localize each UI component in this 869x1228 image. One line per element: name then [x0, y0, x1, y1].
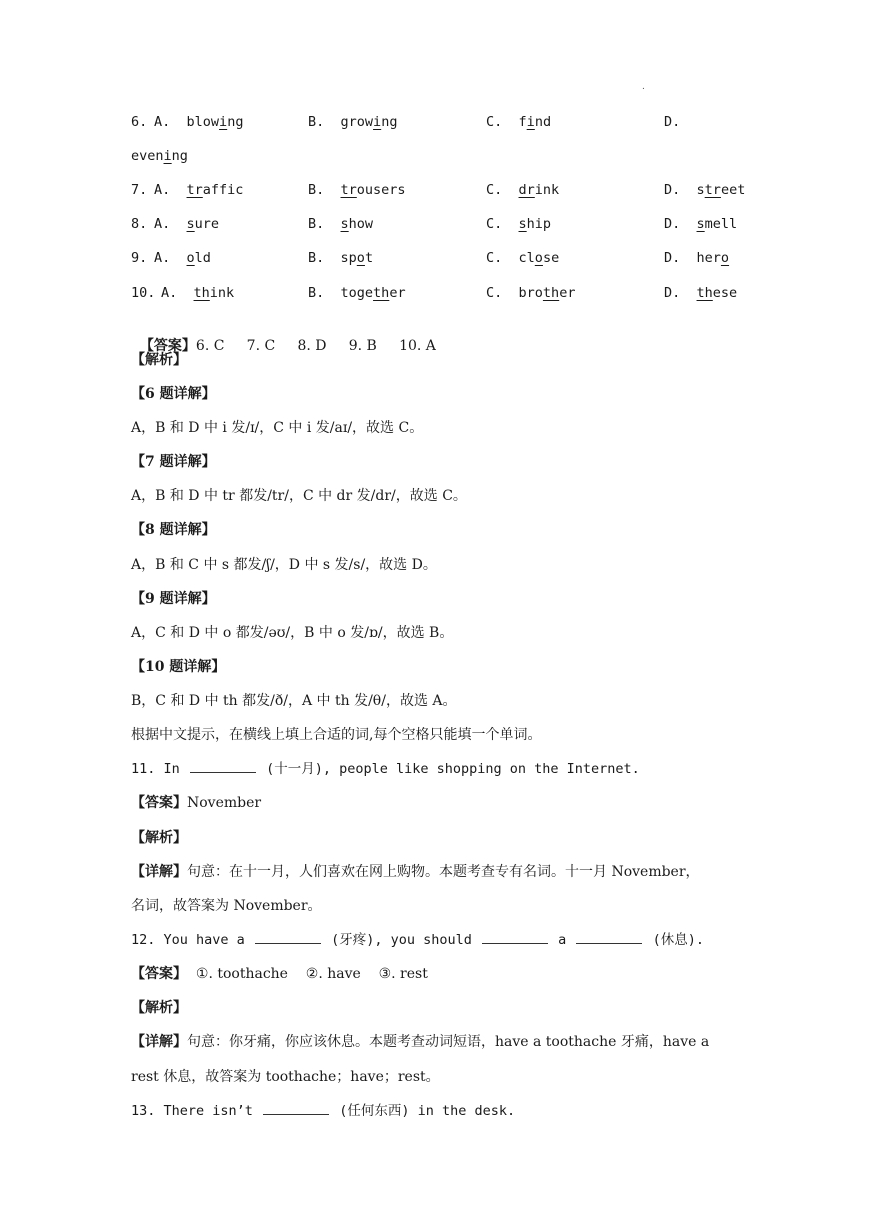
option-letter: C. — [486, 182, 503, 198]
underlined-letters: tr — [704, 182, 721, 198]
underlined-letters: i — [526, 114, 535, 130]
question-12 — [131, 930, 704, 950]
option-letter: D. — [664, 285, 681, 301]
word-part: f — [518, 114, 527, 130]
option-a — [154, 248, 211, 268]
option-letter: C. — [486, 114, 503, 130]
option-letter: C. — [486, 250, 503, 266]
detail-7-title: 【7 题详解】 — [131, 454, 216, 470]
q12-analysis: 【解析】 — [131, 1000, 187, 1016]
option-a — [154, 180, 243, 200]
q11-detail-label: 【详解】 — [131, 864, 187, 880]
option-letter: B. — [308, 250, 325, 266]
word-part: er — [389, 285, 406, 301]
underlined-letters: th — [696, 285, 713, 301]
q12-text-a: 12. You have a — [131, 932, 245, 948]
option-d — [664, 214, 737, 234]
q12-blank-1 — [255, 931, 321, 944]
underlined-letters: th — [193, 285, 210, 301]
q12-answer-label: 【答案】 — [131, 966, 187, 982]
option-letter: D. — [664, 216, 681, 232]
word-part: sp — [340, 250, 357, 266]
underlined-letters: dr — [518, 182, 535, 198]
word-part: er — [559, 285, 576, 301]
option-c — [486, 248, 559, 268]
word-part: ng — [227, 114, 244, 130]
option-letter: B. — [308, 285, 325, 301]
option-d — [664, 248, 729, 268]
detail-10-body: B，C 和 D 中 th 都发/ð/，A 中 th 发/θ/，故选 A。 — [131, 693, 457, 709]
word-part: ink — [209, 285, 235, 301]
underlined-letters: i — [373, 114, 382, 130]
q11-analysis: 【解析】 — [131, 830, 187, 846]
option-b — [308, 112, 397, 132]
question-number: 6. — [131, 114, 148, 130]
instruction-text: 根据中文提示，在横线上填上合适的词,每个空格只能填一个单词。 — [131, 727, 542, 743]
word-part: how — [348, 216, 374, 232]
word-part: ousers — [356, 182, 406, 198]
option-b — [308, 283, 406, 303]
question-number: 8. — [131, 216, 148, 232]
underlined-letters: s — [340, 216, 349, 232]
word-part: nd — [534, 114, 552, 130]
option-a — [154, 112, 243, 132]
option-c — [486, 283, 575, 303]
q12-text-c: a — [558, 932, 567, 948]
word-part: t — [364, 250, 374, 266]
question-13 — [131, 1101, 515, 1121]
detail-6-body: A，B 和 D 中 i 发/ɪ/，C 中 i 发/aɪ/，故选 C。 — [131, 420, 424, 436]
word-part: grow — [340, 114, 374, 130]
q12-detail-label: 【详解】 — [131, 1034, 187, 1050]
q12-detail-line2: rest 休息，故答案为 toothache；have；rest。 — [131, 1069, 440, 1085]
detail-8-body: A，B 和 C 中 s 都发/ʃ/，D 中 s 发/s/，故选 D。 — [131, 557, 437, 573]
word-part: ld — [194, 250, 211, 266]
option-b — [308, 214, 373, 234]
underlined-letters: o — [534, 250, 543, 266]
option-letter: C. — [486, 216, 503, 232]
q11-detail-line2: 名词，故答案为 November。 — [131, 898, 322, 914]
word-part: blow — [186, 114, 220, 130]
underlined-letters: i — [163, 148, 172, 164]
detail-9-body: A，C 和 D 中 o 都发/əʊ/，B 中 o 发/ɒ/，故选 B。 — [131, 625, 454, 641]
underlined-letters: o — [186, 250, 195, 266]
option-letter: B. — [308, 182, 325, 198]
question-number: 9. — [131, 250, 148, 266]
word-part: ink — [534, 182, 560, 198]
option-letter: A. — [154, 114, 171, 130]
q12-answer — [131, 964, 428, 984]
wrapped-word — [131, 146, 188, 166]
word-part: ese — [712, 285, 738, 301]
detail-9-title: 【9 题详解】 — [131, 591, 216, 607]
q12-answer-text: ①. toothache ②. have ③. rest — [187, 966, 428, 982]
option-c — [486, 112, 551, 132]
q13-blank — [263, 1102, 329, 1115]
word-part: even — [131, 148, 164, 164]
word-part: bro — [518, 285, 543, 301]
page-dot: . — [642, 82, 645, 92]
option-c — [486, 180, 559, 200]
q12-detail-text: 句意：你牙痛，你应该休息。本题考查动词短语，have a toothache 牙痛，have a — [187, 1034, 710, 1050]
option-letter: B. — [308, 114, 325, 130]
word-part: toge — [340, 285, 374, 301]
question-number: 10. — [131, 285, 156, 301]
underlined-letters: i — [219, 114, 228, 130]
detail-10-title: 【10 题详解】 — [131, 659, 226, 675]
word-part: ure — [194, 216, 220, 232]
q11-answer-label: 【答案】 — [131, 795, 187, 811]
detail-6-title: 【6 题详解】 — [131, 386, 216, 402]
option-letter: B. — [308, 216, 325, 232]
q13-text-a: 13. There isn’t — [131, 1103, 253, 1119]
q11-detail-text: 句意：在十一月，人们喜欢在网上购物。本题考查专有名词。十一月 November， — [187, 864, 700, 880]
q11-text-a: 11. In — [131, 761, 180, 777]
detail-7-body: A，B 和 D 中 tr 都发/tr/，C 中 dr 发/dr/，故选 C。 — [131, 488, 467, 504]
option-letter: A. — [154, 182, 171, 198]
option-letter: C. — [486, 285, 503, 301]
word-part: cl — [518, 250, 535, 266]
option-c — [486, 214, 551, 234]
q11-text-b: (十一月), people like shopping on the Internet. — [266, 761, 640, 777]
q11-detail-line1 — [131, 862, 700, 882]
underlined-letters: s — [518, 216, 527, 232]
option-letter: D. — [664, 250, 681, 266]
underlined-letters: o — [356, 250, 365, 266]
question-11 — [131, 759, 640, 779]
underlined-letters: th — [542, 285, 560, 301]
option-letter: D. — [664, 182, 681, 198]
q12-detail-line1 — [131, 1032, 709, 1052]
option-d — [664, 180, 745, 200]
q12-text-d: (休息). — [652, 932, 704, 948]
option-letter: A. — [154, 250, 171, 266]
q12-blank-3 — [576, 931, 642, 944]
detail-8-title: 【8 题详解】 — [131, 522, 216, 538]
underlined-letters: s — [186, 216, 195, 232]
answer-text: 6. C 7. C 8. D 9. B 10. A — [195, 338, 436, 354]
option-letter: D. — [664, 114, 681, 130]
word-part: ng — [171, 148, 188, 164]
word-part: affic — [202, 182, 244, 198]
word-part: s — [696, 182, 705, 198]
option-b — [308, 180, 406, 200]
word-part: se — [542, 250, 560, 266]
word-part: her — [696, 250, 721, 266]
underlined-letters: s — [696, 216, 705, 232]
q13-text-b: (任何东西) in the desk. — [339, 1103, 516, 1119]
analysis-heading: 【解析】 — [131, 352, 187, 368]
q12-blank-2 — [482, 931, 548, 944]
option-d — [664, 283, 737, 303]
answer-label: 【答案】 — [139, 338, 196, 354]
underlined-letters: th — [373, 285, 390, 301]
question-number: 7. — [131, 182, 148, 198]
word-part: ng — [381, 114, 398, 130]
word-part: hip — [526, 216, 552, 232]
word-part: mell — [704, 216, 738, 232]
q11-answer — [131, 793, 261, 813]
option-letter: A. — [154, 216, 171, 232]
q11-blank — [190, 760, 256, 773]
underlined-letters: tr — [340, 182, 357, 198]
option-b — [308, 248, 373, 268]
q11-answer-text: November — [187, 795, 262, 811]
underlined-letters: tr — [186, 182, 203, 198]
option-a — [161, 283, 234, 303]
q12-text-b: (牙疼), you should — [331, 932, 472, 948]
option-letter: A. — [161, 285, 178, 301]
option-a — [154, 214, 219, 234]
option-d — [664, 112, 697, 132]
word-part: eet — [720, 182, 746, 198]
underlined-letters: o — [720, 250, 730, 266]
